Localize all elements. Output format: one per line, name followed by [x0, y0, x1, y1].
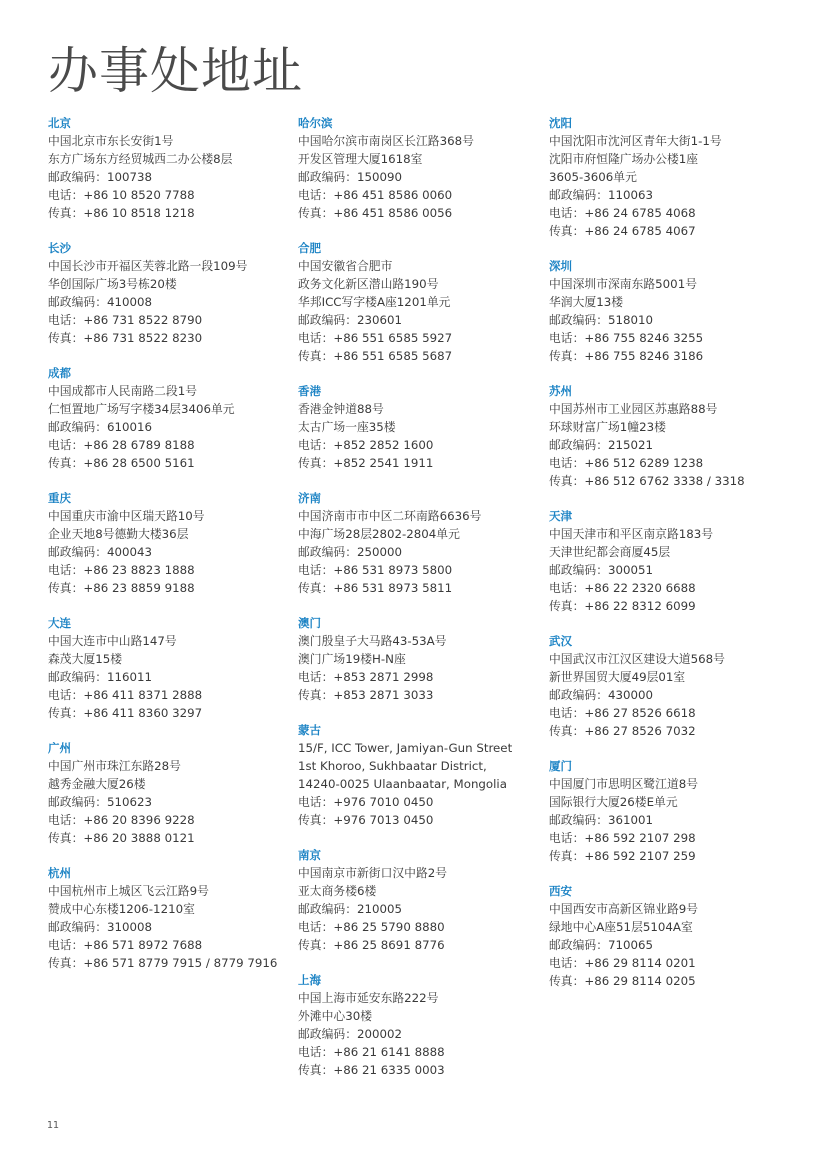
- office-city-heading: 成都: [48, 366, 71, 380]
- office-address-line: 越秀金融大厦26楼: [48, 777, 146, 791]
- office-city-heading: 北京: [48, 116, 71, 130]
- office-address-line: 国际银行大厦26楼E单元: [549, 795, 678, 809]
- office-address-line: 邮政编码：710065: [549, 938, 654, 952]
- office-city-heading: 哈尔滨: [298, 116, 333, 130]
- office-address-line: 邮政编码：116011: [48, 670, 153, 684]
- office-address-line: 华创国际广场3号栋20楼: [48, 277, 177, 291]
- office-address-line: 中国长沙市开福区芙蓉北路一段109号: [48, 259, 248, 273]
- office-entry: [48, 239, 306, 347]
- office-address-line: 电话：+86 551 6585 5927: [298, 331, 453, 345]
- office-entry: [549, 114, 807, 240]
- office-city-heading: 蒙古: [298, 723, 321, 737]
- office-address-line: 电话：+976 7010 0450: [298, 795, 434, 809]
- office-address-line: 电话：+853 2871 2998: [298, 670, 434, 684]
- office-address-line: 邮政编码：250000: [298, 545, 403, 559]
- office-entry: [298, 489, 556, 597]
- office-city-heading: 杭州: [48, 866, 71, 880]
- office-address-line: 邮政编码：430000: [549, 688, 654, 702]
- office-city-heading: 长沙: [48, 241, 71, 255]
- office-entry: [48, 114, 306, 222]
- office-address-line: 天津世纪都会商厦45层: [549, 545, 671, 559]
- office-address-line: 电话：+86 21 6141 8888: [298, 1045, 445, 1059]
- office-address-line: 3605-3606单元: [549, 170, 637, 184]
- office-address-line: 中国深圳市深南东路5001号: [549, 277, 697, 291]
- office-address-line: 华润大厦13楼: [549, 295, 623, 309]
- office-address-line: 邮政编码：230601: [298, 313, 403, 327]
- office-address-line: 传真：+86 592 2107 259: [549, 849, 696, 863]
- office-entry: [298, 614, 556, 704]
- office-address-line: 邮政编码：300051: [549, 563, 654, 577]
- office-address-line: 政务文化新区潜山路190号: [298, 277, 439, 291]
- office-address-line: 电话：+86 592 2107 298: [549, 831, 696, 845]
- office-address-line: 邮政编码：100738: [48, 170, 153, 184]
- office-address-line: 传真：+852 2541 1911: [298, 456, 434, 470]
- office-address-line: 邮政编码：310008: [48, 920, 153, 934]
- office-address-line: 传真：+86 20 3888 0121: [48, 831, 195, 845]
- office-address-line: 传真：+86 27 8526 7032: [549, 724, 696, 738]
- office-address-line: 传真：+86 755 8246 3186: [549, 349, 704, 363]
- office-entry: [48, 739, 306, 847]
- office-column-3: [549, 114, 807, 1007]
- office-address-line: 传真：+86 451 8586 0056: [298, 206, 453, 220]
- office-address-line: 中国上海市延安东路222号: [298, 991, 439, 1005]
- office-address-line: 邮政编码：410008: [48, 295, 153, 309]
- office-address-line: 中国武汉市江汉区建设大道568号: [549, 652, 725, 666]
- office-city-heading: 沈阳: [549, 116, 572, 130]
- office-address-line: 中国杭州市上城区飞云江路9号: [48, 884, 209, 898]
- office-entry: [549, 507, 807, 615]
- office-address-line: 传真：+86 21 6335 0003: [298, 1063, 445, 1077]
- office-address-line: 邮政编码：215021: [549, 438, 654, 452]
- office-address-line: 邮政编码：110063: [549, 188, 654, 202]
- office-entry: [549, 257, 807, 365]
- office-address-line: 传真：+86 28 6500 5161: [48, 456, 195, 470]
- office-city-heading: 大连: [48, 616, 71, 630]
- office-address-line: 电话：+852 2852 1600: [298, 438, 434, 452]
- office-address-line: 澳门广场19楼H-N座: [298, 652, 406, 666]
- office-address-line: 沈阳市府恒隆广场办公楼1座: [549, 152, 699, 166]
- office-address-line: 传真：+86 22 8312 6099: [549, 599, 696, 613]
- office-address-line: 电话：+86 571 8972 7688: [48, 938, 203, 952]
- office-city-heading: 济南: [298, 491, 321, 505]
- office-entry: [48, 364, 306, 472]
- office-address-line: 中国安徽省合肥市: [298, 259, 393, 273]
- office-city-heading: 武汉: [549, 634, 572, 648]
- office-address-line: 传真：+86 411 8360 3297: [48, 706, 203, 720]
- office-address-line: 传真：+853 2871 3033: [298, 688, 434, 702]
- office-address-line: 14240-0025 Ulaanbaatar, Mongolia: [298, 777, 507, 791]
- office-city-heading: 南京: [298, 848, 321, 862]
- office-address-line: 传真：+86 10 8518 1218: [48, 206, 195, 220]
- office-address-line: 邮政编码：200002: [298, 1027, 403, 1041]
- office-address-line: 华邦ICC写字楼A座1201单元: [298, 295, 451, 309]
- office-address-line: 电话：+86 451 8586 0060: [298, 188, 453, 202]
- office-entry: [298, 971, 556, 1079]
- office-city-heading: 广州: [48, 741, 71, 755]
- office-address-line: 电话：+86 23 8823 1888: [48, 563, 195, 577]
- office-address-line: 传真：+86 512 6762 3338 / 3318: [549, 474, 745, 488]
- office-address-line: 电话：+86 29 8114 0201: [549, 956, 696, 970]
- office-city-heading: 西安: [549, 884, 572, 898]
- office-address-line: 电话：+86 512 6289 1238: [549, 456, 704, 470]
- office-address-line: 传真：+86 29 8114 0205: [549, 974, 696, 988]
- office-address-line: 中国济南市市中区二环南路6636号: [298, 509, 482, 523]
- office-address-line: 传真：+86 23 8859 9188: [48, 581, 195, 595]
- office-entry: [549, 382, 807, 490]
- office-address-line: 中海广场28层2802-2804单元: [298, 527, 460, 541]
- office-address-line: 中国西安市高新区锦业路9号: [549, 902, 699, 916]
- office-address-line: 传真：+86 551 6585 5687: [298, 349, 453, 363]
- office-address-line: 邮政编码：518010: [549, 313, 654, 327]
- office-address-line: 中国沈阳市沈河区青年大街1-1号: [549, 134, 722, 148]
- office-address-line: 中国哈尔滨市南岗区长江路368号: [298, 134, 474, 148]
- office-address-line: 中国苏州市工业园区苏惠路88号: [549, 402, 718, 416]
- office-address-line: 1st Khoroo, Sukhbaatar District,: [298, 759, 487, 773]
- office-city-heading: 深圳: [549, 259, 572, 273]
- office-city-heading: 重庆: [48, 491, 71, 505]
- office-address-line: 电话：+86 20 8396 9228: [48, 813, 195, 827]
- office-address-line: 中国南京市新街口汉中路2号: [298, 866, 448, 880]
- office-entry: [549, 632, 807, 740]
- office-address-line: 邮政编码：361001: [549, 813, 654, 827]
- office-address-line: 中国广州市珠江东路28号: [48, 759, 181, 773]
- office-address-line: 亚太商务楼6楼: [298, 884, 377, 898]
- office-address-line: 传真：+976 7013 0450: [298, 813, 434, 827]
- office-address-line: 中国成都市人民南路二段1号: [48, 384, 198, 398]
- office-address-line: 中国厦门市思明区鹭江道8号: [549, 777, 699, 791]
- office-address-line: 邮政编码：210005: [298, 902, 403, 916]
- office-city-heading: 厦门: [549, 759, 572, 773]
- office-address-line: 电话：+86 411 8371 2888: [48, 688, 203, 702]
- office-entry: [48, 864, 306, 972]
- office-address-line: 赞成中心东楼1206-1210室: [48, 902, 195, 916]
- office-address-line: 电话：+86 755 8246 3255: [549, 331, 704, 345]
- office-address-line: 新世界国贸大厦49层01室: [549, 670, 686, 684]
- office-address-line: 电话：+86 22 2320 6688: [549, 581, 696, 595]
- office-address-line: 传真：+86 731 8522 8230: [48, 331, 203, 345]
- office-address-line: 中国重庆市渝中区瑞天路10号: [48, 509, 205, 523]
- office-address-line: 中国大连市中山路147号: [48, 634, 177, 648]
- office-entry: [549, 882, 807, 990]
- page-number: 11: [47, 1120, 60, 1131]
- office-address-line: 企业天地8号德勤大楼36层: [48, 527, 189, 541]
- office-address-line: 邮政编码：610016: [48, 420, 153, 434]
- page-title: 办事处地址: [48, 42, 303, 100]
- office-address-line: 传真：+86 571 8779 7915 / 8779 7916: [48, 956, 278, 970]
- office-address-line: 绿地中心A座51层5104A室: [549, 920, 693, 934]
- office-address-line: 邮政编码：400043: [48, 545, 153, 559]
- office-address-line: 太古广场一座35楼: [298, 420, 396, 434]
- office-address-line: 传真：+86 25 8691 8776: [298, 938, 445, 952]
- office-city-heading: 合肥: [298, 241, 321, 255]
- office-address-line: 仁恒置地广场写字楼34层3406单元: [48, 402, 235, 416]
- office-address-line: 环球财富广场1幢23楼: [549, 420, 666, 434]
- office-address-line: 邮政编码：150090: [298, 170, 403, 184]
- office-column-2: [298, 114, 556, 1096]
- office-address-line: 外滩中心30楼: [298, 1009, 372, 1023]
- office-entry: [298, 114, 556, 222]
- office-entry: [298, 721, 556, 829]
- office-city-heading: 天津: [549, 509, 572, 523]
- office-address-line: 中国北京市东长安街1号: [48, 134, 174, 148]
- office-address-line: 传真：+86 24 6785 4067: [549, 224, 696, 238]
- office-address-line: 电话：+86 731 8522 8790: [48, 313, 203, 327]
- office-address-line: 电话：+86 10 8520 7788: [48, 188, 195, 202]
- office-entry: [48, 614, 306, 722]
- office-entry: [48, 489, 306, 597]
- office-address-line: 开发区管理大厦1618室: [298, 152, 423, 166]
- office-city-heading: 香港: [298, 384, 321, 398]
- office-address-line: 邮政编码：510623: [48, 795, 153, 809]
- office-address-line: 15/F, ICC Tower, Jamiyan-Gun Street: [298, 741, 513, 755]
- office-address-line: 传真：+86 531 8973 5811: [298, 581, 453, 595]
- office-column-1: [48, 114, 306, 989]
- office-city-heading: 上海: [298, 973, 321, 987]
- office-entry: [298, 846, 556, 954]
- office-address-line: 电话：+86 531 8973 5800: [298, 563, 453, 577]
- office-address-line: 东方广场东方经贸城西二办公楼8层: [48, 152, 233, 166]
- office-address-line: 电话：+86 24 6785 4068: [549, 206, 696, 220]
- office-entry: [298, 382, 556, 472]
- office-address-line: 澳门殷皇子大马路43-53A号: [298, 634, 447, 648]
- office-address-line: 电话：+86 27 8526 6618: [549, 706, 696, 720]
- office-city-heading: 苏州: [549, 384, 572, 398]
- office-address-line: 中国天津市和平区南京路183号: [549, 527, 714, 541]
- office-address-line: 森茂大厦15楼: [48, 652, 122, 666]
- office-address-line: 电话：+86 25 5790 8880: [298, 920, 445, 934]
- office-address-line: 香港金钟道88号: [298, 402, 384, 416]
- office-entry: [549, 757, 807, 865]
- office-city-heading: 澳门: [298, 616, 321, 630]
- office-entry: [298, 239, 556, 365]
- office-address-line: 电话：+86 28 6789 8188: [48, 438, 195, 452]
